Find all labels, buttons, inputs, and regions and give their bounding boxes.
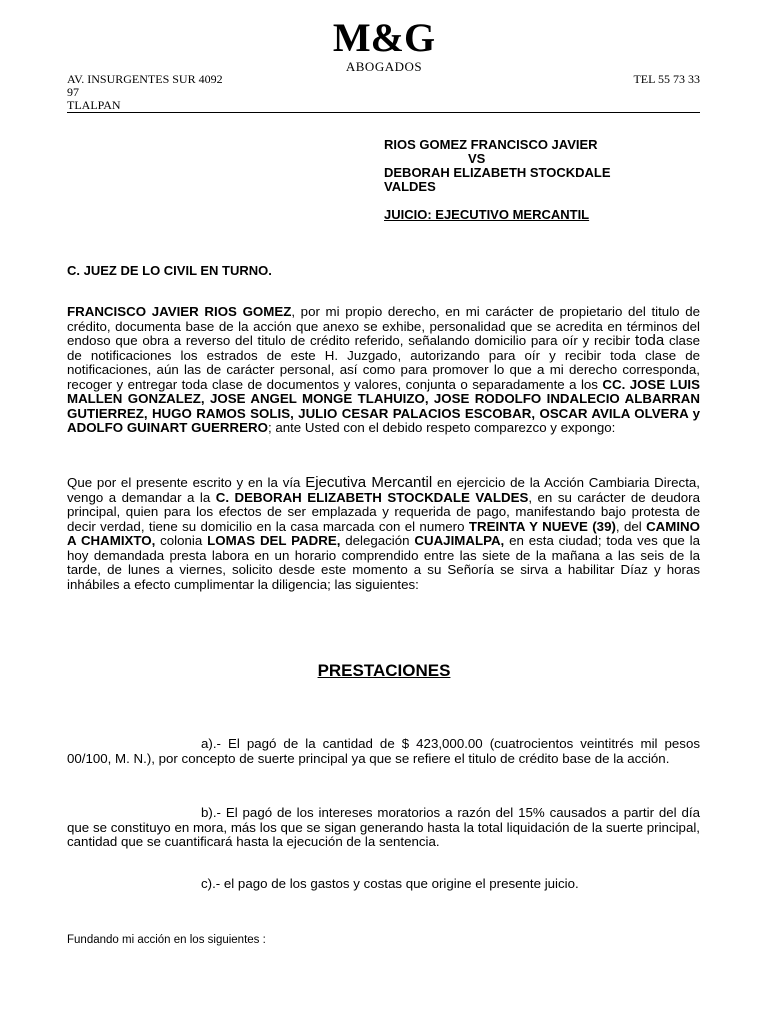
text-run: colonia (155, 533, 208, 548)
phone-number: TEL 55 73 33 (633, 72, 700, 86)
text-run: Ejecutiva Mercantil (305, 474, 433, 491)
text-run: en esta ciudad; toda ves que la hoy demandada presta labora en un horario comprendido entre las siete de la mañana a las seis de la tarde, de lunes a viernes, solicito desde este momento a su Señoría se sirva a habilitar Díaz y horas inhábiles a efecto cumplimentar la diligencia; las siguientes: (67, 533, 700, 592)
prestacion-item (67, 806, 700, 850)
plaintiff-name-bold: FRANCISCO JAVIER RIOS GOMEZ (67, 304, 292, 319)
address-line: TLALPAN (67, 98, 121, 112)
text-run: , por mi propio derecho, en mi carácter de propietario del titulo de crédito, documenta base de la acción que anexo se exhibe, personalidad que se acredita en términos del endoso que obra a reverso del titulo de crédito referido, señalando domicilio para oír y recibir (67, 304, 700, 348)
closing-line: Fundando mi acción en los siguientes : (67, 934, 266, 946)
address-line: 97 (67, 85, 79, 99)
header-divider (67, 112, 700, 113)
prestacion-text: a).- El pagó de la cantidad de $ 423,000.00 (cuatrocientos veintitrés mil pesos 00/100, M. N.), por concepto de suerte principal ya que se refiere el titulo de crédito base de la acción. (67, 736, 700, 766)
text-run: , del (615, 518, 647, 534)
defendant-name-continued: VALDES (384, 179, 436, 194)
authorized-persons: CC. JOSE LUIS MALLEN GONZALEZ, JOSE ANGEL MONGE TLAHUIZO, JOSE RODOLFO INDALECIO ALBARRAN GUTIERREZ, HUGO RAMOS SOLIS, JULIO CESAR PALACIOS ESCOBAR, OSCAR AVILA OLVERA y ADOLFO GUINART GUERRERO (67, 376, 700, 435)
prestacion-item (67, 737, 700, 766)
defendant-name: DEBORAH ELIZABETH STOCKDALE (384, 165, 611, 180)
text-run: en ejercicio de la Acción Cambiaria Directa, vengo a demandar a la (67, 475, 700, 505)
house-number: TREINTA Y NUEVE (39) (468, 518, 616, 534)
firm-subtitle: ABOGADOS (345, 59, 423, 74)
case-type-label: JUICIO: EJECUTIVO MERCANTIL (384, 207, 590, 222)
text-run: delegación (340, 533, 415, 548)
addressee: C. JUEZ DE LO CIVIL EN TURNO. (67, 263, 272, 278)
prestacion-item (67, 877, 700, 892)
text-run: , en su carácter de deudora principal, quien para los efectos de ser emplazada y requerida de pago, manifestando bajo protesta de decir verdad, tiene su domicilio en la casa marcada con el numero (67, 489, 700, 534)
prestaciones-heading: PRESTACIONES (317, 661, 451, 680)
versus-label: VS (468, 151, 486, 166)
address-line: AV. INSURGENTES SUR 4092 (67, 72, 223, 86)
street-name: CAMINO A CHAMIXTO, (67, 518, 700, 548)
text-run: clase de notificaciones los estrados de este H. Juzgado, autorizando para oír y recibir toda clase de notificaciones, aún las de carácter personal, así como para promover lo que a mi derecho corresponda, recoger y entregar toda clase de documentos y valores, conjunta o separadamente a los (67, 333, 700, 392)
address-block (67, 73, 223, 112)
parties-block (384, 138, 704, 194)
text-run: toda (634, 332, 665, 349)
neighborhood-name: LOMAS DEL PADRE, (207, 533, 341, 548)
prestacion-text: c).- el pago de los gastos y costas que origine el presente juicio. (201, 876, 579, 891)
firm-name: M&G (332, 15, 436, 60)
defendant-name-bold: C. DEBORAH ELIZABETH STOCKDALE VALDES (215, 489, 529, 505)
claim-paragraph (67, 476, 700, 592)
delegation-name: CUAJIMALPA, (414, 533, 505, 548)
prestacion-text: b).- El pagó de los intereses moratorios a razón del 15% causados a partir del día que se constituyo en mora, más los que se sigan generando hasta la total liquidación de la suerte principal, cantidad que se cuantificará hasta la ejecución de la sentencia. (67, 805, 700, 849)
intro-paragraph (67, 305, 700, 436)
plaintiff-name: RIOS GOMEZ FRANCISCO JAVIER (384, 137, 598, 152)
text-run: ; ante Usted con el debido respeto comparezco y expongo: (267, 420, 616, 435)
text-run: Que por el presente escrito y en la vía (67, 475, 306, 490)
